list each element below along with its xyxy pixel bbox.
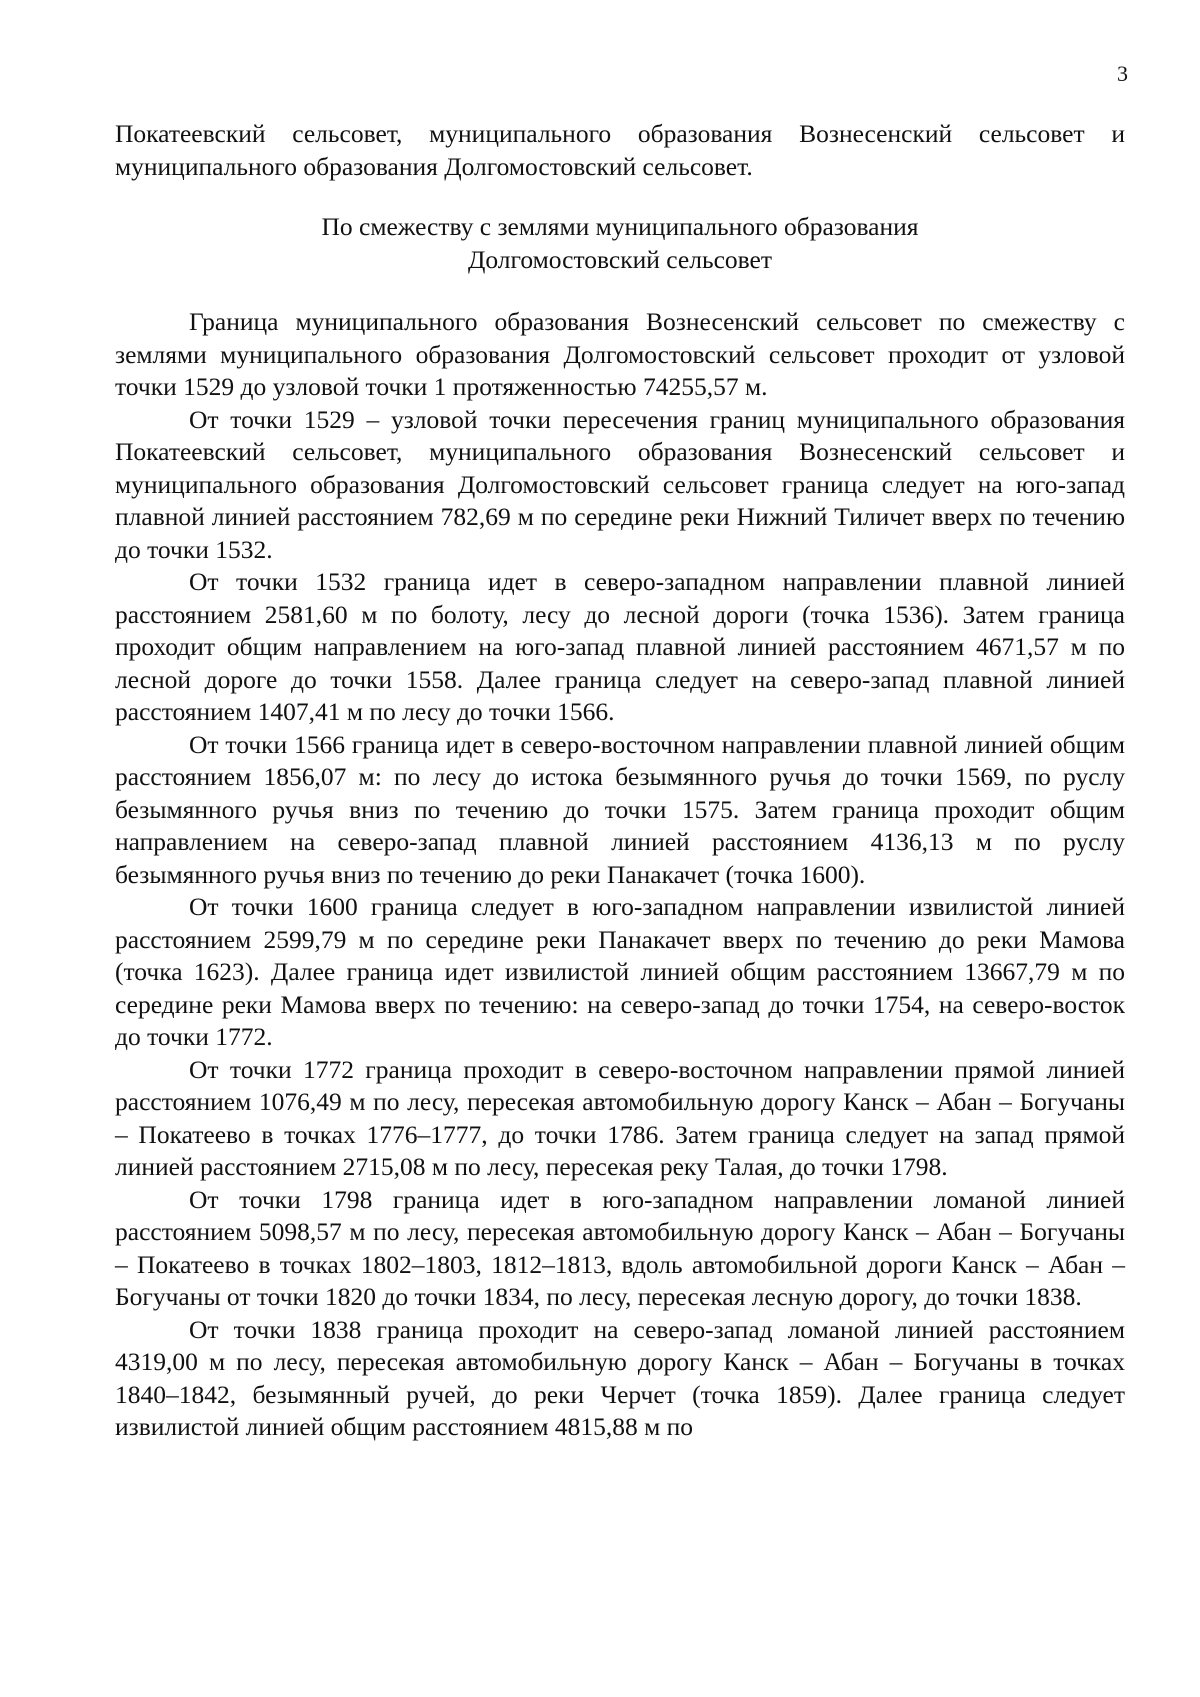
section-heading [115,211,1125,276]
intro-paragraph: Покатеевский сельсовет, муниципального образования Вознесенский сельсовет и муниципального образования Долгомостовский сельсовет. [115,119,1125,181]
page-number: 3 [1117,61,1128,86]
paragraph: От точки 1798 граница идет в юго-западном направлении ломаной линией расстоянием 5098,57 м по лесу, пересекая автомобильную дорогу Канск – Абан – Богучаны – Покатеево в точках 1802–1803, 1812–1813, вдоль автомобильной дороги Канск – Абан – Богучаны от точки 1820 до точки 1834, по лесу, пересекая лесную дорогу, до точки 1838. [115,1184,1125,1311]
paragraph: От точки 1532 граница идет в северо-западном направлении плавной линией расстоянием 2581,60 м по болоту, лесу до лесной дороги (точка 1536). Затем граница проходит общим направлением на юго-запад плавной линией расстоянием 4671,57 м по лесной дороге до точки 1558. Далее граница следует на северо-запад плавной линией расстоянием 1407,41 м по лесу до точки 1566. [115,567,1125,726]
document-body [115,118,1125,1444]
paragraph: От точки 1600 граница следует в юго-западном направлении извилистой линией расстоянием 2599,79 м по середине реки Панакачет вверх по течению до реки Мамова (точка 1623). Далее граница идет извилистой линией общим расстоянием 13667,79 м по середине реки Мамова вверх по течению: на северо-запад до точки 1754, на северо-восток до точки 1772. [115,892,1125,1051]
paragraph: От точки 1838 граница проходит на северо-запад ломаной линией расстоянием 4319,00 м по лесу, пересекая автомобильную дорогу Канск – Абан – Богучаны в точках 1840–1842, безымянный ручей, до реки Черчет (точка 1859). Далее граница следует извилистой линией общим расстоянием 4815,88 м по [115,1314,1125,1441]
paragraph: От точки 1529 – узловой точки пересечения границ муниципального образования Покатеевский сельсовет, муниципального образования Вознесенский сельсовет и муниципального образования Долгомостовский сельсовет граница следует на юго-запад плавной линией расстоянием 782,69 м по середине реки Нижний Тиличет вверх по течению до точки 1532. [115,404,1125,564]
section-heading-line-2: Долгомостовский сельсовет [467,244,772,274]
paragraph: От точки 1566 граница идет в северо-восточном направлении плавной линией общим расстоянием 1856,07 м: по лесу до истока безымянного ручья до точки 1569, по руслу безымянного ручья вниз по течению до точки 1575. Затем граница проходит общим направлением на северо-запад плавной линией расстоянием 4136,13 м по руслу безымянного ручья вниз по течению до реки Панакачет (точка 1600). [115,729,1125,889]
paragraph: От точки 1772 граница проходит в северо-восточном направлении прямой линией расстоянием 1076,49 м по лесу, пересекая автомобильную дорогу Канск – Абан – Богучаны – Покатеево в точках 1776–1777, до точки 1786. Затем граница следует на запад прямой линией расстоянием 2715,08 м по лесу, пересекая реку Талая, до точки 1798. [115,1054,1125,1181]
paragraph: Граница муниципального образования Вознесенский сельсовет по смежеству с землями муниципального образования Долгомостовский сельсовет проходит от узловой точки 1529 до узловой точки 1 протяженностью 74255,57 м. [115,307,1125,401]
section-heading-line-1: По смежеству с землями муниципального образования [321,212,919,241]
